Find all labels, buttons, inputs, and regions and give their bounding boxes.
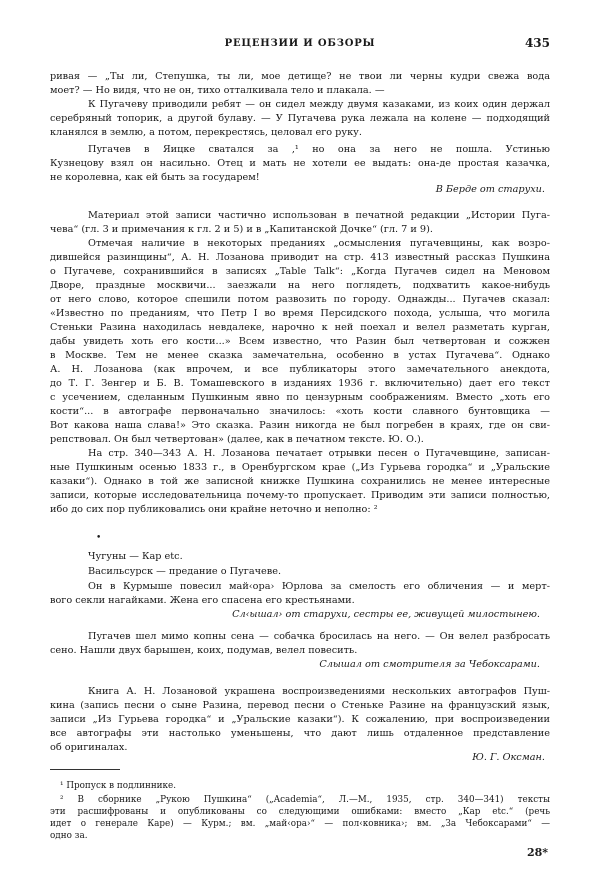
- footnote-divider: [50, 769, 120, 770]
- quote-line: вого секли нагайками. Жена его спасена его крестьянами.: [50, 595, 355, 606]
- text-line: дившейся разинщины“, А. Н. Лозанова приводит на стр. 413 известный рассказ Пушкина: [50, 252, 550, 263]
- text-line: кина (запись песни о сыне Разина, перевод песни о Стеньке Разине на французский язык,: [50, 700, 550, 711]
- text-line: «Известно по преданиям, что Петр I во время Персидского похода, услыша, что могила: [50, 308, 550, 319]
- text-line: кости“... в автографе первоначально значилось: «хоть кости славного бунтовщика —: [50, 406, 550, 417]
- text-line: об оригиналах.: [50, 742, 128, 753]
- text-line: серебряный топорик, а другой булаву. — У Пугачева рука лежала на колене — подходящий: [50, 113, 550, 124]
- text-line: Дворе, праздные москвичи... заезжали на него поглядеть, подхватить какое-нибудь: [50, 280, 550, 291]
- text-line: Материал этой записи частично использован в печатной редакции „Истории Пуга-: [88, 210, 550, 221]
- text-line: кланялся в землю, а потом, перекрестясь, целовал его руку.: [50, 127, 362, 138]
- text-line: не королевна, как ей быть за государем!: [50, 172, 260, 183]
- text-line: все автографы эти настолько уменьшены, что дают лишь отдаленное представление: [50, 728, 550, 739]
- running-header: РЕЦЕНЗИИ И ОБЗОРЫ: [224, 38, 376, 49]
- text-line: Отмечая наличие в некоторых преданиях „осмысления пугачевщины, как возро-: [88, 238, 550, 249]
- footnote: эти расшифрованы и опубликованы со следующими ошибками: вместо „Кар etc.“ (речь: [50, 807, 550, 817]
- footnote: ² В сборнике „Рукою Пушкина“ („Academia“, Л.—М., 1935, стр. 340—341) тексты: [60, 795, 550, 805]
- text-line: ные Пушкиным осенью 1833 г., в Оренбургском крае („Из Гурьева городка“ и „Уральские: [50, 462, 550, 473]
- text-line: К Пугачеву приводили ребят — он сидел между двумя казаками, из коих один держал: [88, 99, 550, 110]
- text-line: записи, которые исследовательница почему-то пропускает. Приводим эти записи полностью,: [50, 490, 550, 501]
- text-line: Пугачев в Яицке сватался за ,¹ но она за него не пошла. Устинью: [88, 144, 550, 155]
- quote-line: сено. Нашли двух барышен, коих, подумав, велел повесить.: [50, 645, 358, 656]
- text-line: казаки“). Однако в той же записной книжке Пушкина сохранились не менее интересные: [50, 476, 550, 487]
- signature-mark: 28*: [526, 846, 548, 859]
- bullet-mark: •: [96, 533, 102, 543]
- text-line: ривая — „Ты ли, Степушка, ты ли, мое детище? не твои ли черны кудри свежа вода: [50, 71, 550, 82]
- footnote: идет о генерале Каре) — Курм.; вм. „май‹ора›“ — пол‹ковника›; вм. „За Чебоксарами“ —: [50, 819, 550, 829]
- text-line: ибо до сих пор публиковались они крайне неточно и неполно: ²: [50, 504, 378, 515]
- text-line: дабы увидеть хоть его кости...» Всем известно, что Разин был четвертован и сожжен: [50, 336, 550, 347]
- text-line: от него слово, которое спешили потом развозить по городу. Однажды... Пугачев сказал:: [50, 294, 550, 305]
- text-line: На стр. 340—343 А. Н. Лозанова печатает отрывки песен о Пугачевщине, записан-: [88, 448, 550, 459]
- text-line: в Москве. Тем не менее сказка замечательна, особенно в устах Пугачева“. Однако: [50, 350, 550, 361]
- text-line: с усечением, сделанным Пушкиным явно по цензурным соображениям. Вместо „хоть его: [50, 392, 550, 403]
- quote-line: Васильсурск — предание о Пугачеве.: [88, 566, 282, 577]
- text-line: Вот какова наша слава!» Это сказка. Разин никогда не был погребен в краях, где он сви-: [50, 420, 550, 431]
- text-line: А. Н. Лозанова (как впрочем, и все публикаторы этого замечательного анекдота,: [50, 364, 550, 375]
- signature-staruhi: Сл‹ышал› от старухи, сестры ее, живущей милостынею.: [232, 609, 540, 620]
- signature-berde: В Берде от старухи.: [435, 184, 545, 195]
- text-line: о Пугачеве, сохранившийся в записях „Table Talk“: „Когда Пугачев сидел на Меновом: [50, 266, 550, 277]
- text-line: моет? — Но видя, что не он, тихо отталкивала тело и плакала. —: [50, 85, 385, 96]
- quote-line: Пугачев шел мимо копны сена — собачка бросилась на него. — Он велел разбросать: [88, 631, 550, 642]
- text-line: Стеньки Разина находилась невдалеке, нарочно к ней поехал и велел разметать курган,: [50, 322, 550, 333]
- quote-line: Чугуны — Кар etc.: [88, 551, 183, 562]
- text-line: репствовал. Он был четвертован» (далее, как в печатном тексте. Ю. О.).: [50, 434, 424, 445]
- text-line: Кузнецову взял он насильно. Отец и мать не хотели ее выдать: она-де простая казачка,: [50, 158, 550, 169]
- footnote: одно за.: [50, 831, 88, 841]
- author-signature: Ю. Г. Оксман.: [472, 752, 545, 763]
- text-line: записи „Из Гурьева городка“ и „Уральские казаки“). К сожалению, при воспроизведении: [50, 714, 550, 725]
- text-line: до Т. Г. Зенгер и Б. В. Томашевского в изданиях 1936 г. включительно) дает его текст: [50, 378, 550, 389]
- footnote: ¹ Пропуск в подлиннике.: [60, 781, 177, 791]
- page-number: 435: [524, 36, 550, 50]
- quote-line: Он в Курмыше повесил май‹ора› Юрлова за смелость его обличения — и мерт-: [88, 581, 550, 592]
- text-line: чева“ (гл. 3 и примечания к гл. 2 и 5) и в „Капитанской Дочке“ (гл. 7 и 9).: [50, 224, 433, 235]
- signature-smotritelya: Слышал от смотрителя за Чебоксарами.: [319, 659, 540, 670]
- text-line: Книга А. Н. Лозановой украшена воспроизведениями нескольких автографов Пуш-: [88, 686, 550, 697]
